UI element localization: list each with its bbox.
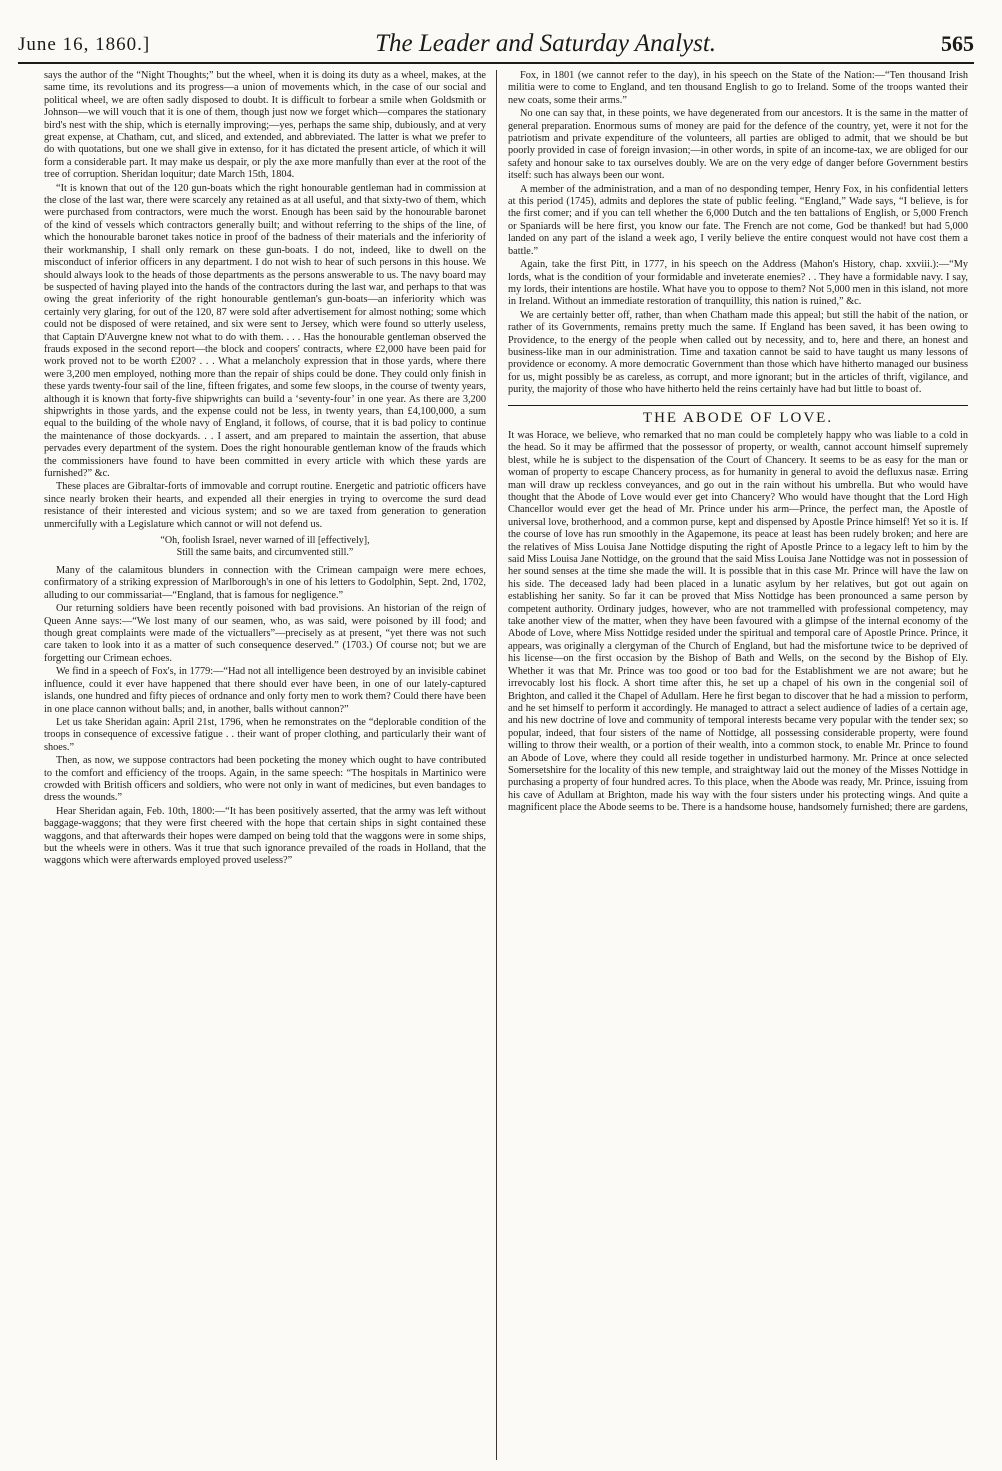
column-divider xyxy=(496,70,497,1460)
paragraph: says the author of the “Night Thoughts;” but the wheel, when it is doing its duty as a wheel, makes, at the same time, its revolutions and its progress—a union of movements which, in the case of our social and political wheel, we are often sadly disposed to doubt. It is difficult to forbear a smile when Goldsmith or Johnson—we will vouch that it is one of them, though just now we forget which—compares the stationary bird's nest with the ship, which is eternally improving;—yes, perhaps the same ship, dubiously, and at very great expense, at Chatham, cut, and sliced, and extended, and abbreviated. The latter is what we prefer to do with quotations, but one we shall give in extenso, for it has dictated the present article, of which it will form a considerable part. It may make us despair, or ply the axe more manfully than ever at the root of the tree of corruption. Sheridan loquitur; date March 15th, 1804. xyxy=(44,70,486,181)
paragraph: Then, as now, we suppose contractors had been pocketing the money which ought to have contributed to the comfort and efficiency of the troops. Again, in the same speech: “The hospitals in Martinico were crowded with British officers and soldiers, who were not only in want of medicines, but even bandages to dress the wounds.” xyxy=(44,755,486,804)
paragraph: Our returning soldiers have been recently poisoned with bad provisions. An historian of the reign of Queen Anne says:—“We lost many of our seamen, who, as was said, were poisoned by ill food; and though great complaints were made of the victuallers”—precisely as at present, “yet there was not such care taken to look into it as a matter of such consequence deserved.” (1703.) Of course not; but we are forgetting our Crimean echoes. xyxy=(44,603,486,664)
paragraph: Hear Sheridan again, Feb. 10th, 1800:—“It has been positively asserted, that the army was left without baggage-waggons; that they were first cheered with the hope that certain ships in sight contained these waggons, and that afterwards their hopes were damped on being told that the waggons were in some ships, but the wheels were in others. Was it true that such ignorance prevailed of the roads in Holland, that the waggons which were afterwards employed proved useless?” xyxy=(44,805,486,867)
paragraph: We find in a speech of Fox's, in 1779:—“Had not all intelligence been destroyed by an invisible cabinet influence, could it ever have happened that there should ever have been, in one of our lately-captured islands, one hundred and fifty pieces of ordnance and only forty men to work them? Could there have been in one place cannon without balls; and, in another, balls without cannon?” xyxy=(44,666,486,715)
paragraph: No one can say that, in these points, we have degenerated from our ancestors. It is the same in the matter of general preparation. Enormous sums of money are paid for the defence of the country, yet, were it not for the patriotism and private expenditure of the volunteers, all parties are obliged to admit, that we should be but poorly provided in case of foreign invasion;—in other words, in spite of an income-tax, we are obliged for our safety and honour sake to tax ourselves doubly. We are on the very edge of danger before Government bestirs itself: such has always been our wont. xyxy=(508,108,968,182)
paragraph: These places are Gibraltar-forts of immovable and corrupt routine. Energetic and patriotic officers have since nearly broken their hearts, and expended all their energies in trying to overcome the surd dead resistance of their interested and vicious system; and so we are taxed from generation to generation unmercifully with a Legislature which cannot or will not defend us. xyxy=(44,481,486,530)
section-title: THE ABODE OF LOVE. xyxy=(642,409,834,426)
verse-line: Still the same baits, and circumvented still.” xyxy=(176,547,354,559)
page-number: 565 xyxy=(941,31,974,56)
section-rule xyxy=(508,405,968,406)
paragraph: “It is known that out of the 120 gun-boats which the right honourable gentleman had in commission at the close of the last war, there were scarcely any retained as at all useful, and that sixty-two of them, which were purchased from contractors, were much the worst. Enough has been said by the honourable baronet of the kind of vessels which contractors generally built; and without referring to the ships of the line, of which the honourable baronet takes notice in proof of the badness of their materials and the inferiority of their workmanship, I shall only remark on these gun-boats. I do not, indeed, like to dwell on the misconduct of inferior officers in any department. I do not wish to hear of such persons in this house. We should always look to the heads of those departments as the persons answerable to us. The navy board may be suspected of having played into the hands of the contractors during the last war, and perhaps to that was owing the great inferiority of the right honourable gentleman's gun-boats—an inferiority which was certainly very glaring, for out of the 120, 87 were sold after advertisement for almost nothing; some which could not be disposed of were retained, and six were sent to Jersey, which were found so utterly useless, that Captain D'Auvergne knew not what to do with them. . . . Has the honourable gentleman observed the frauds exposed in the second report—the block and coopers' contracts, where £2,000 have been paid for work proved not to be worth £200? . . . What a melancholy expression that in those yards, where there were 3,200 men employed, nothing more than the repair of ships could be done. They could only finish in these yards twenty-four sail of the line, fifteen frigates, and some few sloops, in the course of twenty years, although it is known that forty-five shipwrights can build a ‘seventy-four’ in one year. As there are 3,200 shipwrights in those yards, and the expense could not be less, in twenty years, than £4,100,000, a sum equal to the building of the whole navy of England, it follows, of course, that it is bad policy to continue the maintenance of those dockyards. . . I assert, and am prepared to maintain the assertion, that abuse pervades every department of the system. Does the right honourable gentleman know of the frauds which the commissioners have found to have been committed in every article with which these yards are furnished?” &c. xyxy=(44,182,486,479)
paragraph: Let us take Sheridan again: April 21st, 1796, when he remonstrates on the “deplorable condition of the troops in consequence of excessive fatigue . . their want of proper clothing, and particularly their want of shoes.” xyxy=(44,716,486,753)
verse-quotation xyxy=(44,535,486,559)
paragraph: It was Horace, we believe, who remarked that no man could be completely happy who was liable to a cold in the head. So it may be affirmed that the possessor of property, or wealth, cannot account himself supremely blest, while he is subject to the dispensation of the Court of Chancery. It seems to be as easy for the man or woman of property to escape Chancery process, as for humanity in general to avoid the defluxus nasæ. Erring man will draw up reckless conveyances, and go out in the rain without his umbrella. But who would have thought that the Abode of Love would ever get into Chancery? Who would have thought that the Lord High Chancellor would ever get the head of Mr. Prince under his arm—Prince, the perfect man, the Apostle of universal love, brotherhood, and a common purse, kept and dispensed by Apostle Prince himself! Yet so it is. If the course of love has run smoothly in the Agapemone, its peace at least has been rudely broken; and here are the relatives of Miss Louisa Jane Nottidge disputing the right of Apostle Prince to a legacy left to him by the said Miss Louisa Jane Nottidge, on the ground that the said Miss Louisa Jane Nottidge was not in possession of her sound senses at the time she made the will. It is possible that in this case Mr. Prince will have the law on his side. The deceased lady had been placed in a lunatic asylum by her relatives, but got out again on establishing her sanity. So far it can be proved that Miss Nottidge has been pronounced a same person by competent authority. Ordinary judges, however, who are not trammelled with professional competency, may take another view of the matter, when they have been favoured with a glimpse of the internal economy of the Abode of Love, where Miss Nottidge resided under the spiritual and temporal care of Apostle Prince. Prince, it appears, was originally a clergyman of the Church of England, but had the misfortune twice to be deprived of his license—on the first occasion by the Bishop of Bath and Wells, on the second by the Bishop of Ely. Whether it was that Mr. Prince was too good or too bad for the Establishment we are not aware; but he irrevocably lost his flock. A short time after this, he set up a chapel of his own in the congenial soil of Brighton, and called it the Chapel of Adullam. Here he first began to discover that he had a mission to perform, and he set himself to perform it accordingly. He managed to attract a select audience of ladies of a certain age, and his new doctrine of love and community of temporal interests became very popular with the tender sex; so popular, indeed, that four sisters of the name of Nottidge, all possessing considerable property, were found willing to throw their wealth, or a portion of their wealth, into a common stock, to enable Mr. Prince to found an Abode of Love, where they could all reside together in undisturbed harmony. Mr. Prince at once selected Somersetshire for the locality of this new temple, and straightway laid out the money of the Misses Nottidge in purchasing a property of four hundred acres. To this place, when the Abode was ready, Mr. Prince, issuing from his cave of Adullam at Brighton, made his way with the four sisters under his protecting wings. And quite a magnificent place the Abode seems to be. There is a handsome house, handsomely furnished; there are gardens, xyxy=(508,429,968,814)
paragraph: Again, take the first Pitt, in 1777, in his speech on the Address (Mahon's History, chap. xxviii.):—“My lords, what is the condition of your formidable and inveterate enemies? . . They have a formidable navy. I say, my lords, their intentions are hostile. What have you to oppose to them? Not 5,000 men in this island, not more in Ireland. Without an immediate restoration of tranquillity, this nation is ruined,” &c. xyxy=(508,259,968,308)
paragraph: Many of the calamitous blunders in connection with the Crimean campaign were mere echoes, confirmatory of a striking expression of Marlborough's in one of his letters to Godolphin, Sept. 2nd, 1702, alluding to our commissariat—“England, that is famous for negligence.” xyxy=(44,565,486,601)
paragraph: A member of the administration, and a man of no desponding temper, Henry Fox, in his confidential letters at this period (1745), admits and deplores the state of public feeling. “England,” Wade says, “I believe, is for the first comer; and if you can tell whether the 6,000 Dutch and the ten battalions of English, or 5,000 French or Spaniards will be here first, you know our fate. The French are not come, God be thanked! but had 5,000 landed on any part of the island a week ago, I verily believe the entire conquest would not have cost them a battle.” xyxy=(508,183,968,257)
masthead xyxy=(18,22,974,64)
paragraph: We are certainly better off, rather, than when Chatham made this appeal; but still the habit of the nation, or rather of its Governments, remains pretty much the same. If England has been saved, it has been owing to Providence, to the energy of the people when called out by necessity, and to, here and there, an honest and business-like man in our administration. Time and taxation cannot be said to have taught us many lessons of providence or economy. A more democratic Government than those which have hitherto managed our business for us, might possibly be as careless, as corrupt, and more ignorant; but in the articles of thrift, vigilance, and purity, the majority of those who have hitherto held the reins certainly have had but little to boast of. xyxy=(508,309,968,396)
publication-title: The Leader and Saturday Analyst. xyxy=(375,30,717,57)
right-column xyxy=(508,70,968,1455)
issue-date: June 16, 1860.] xyxy=(18,34,151,55)
verse-line: “Oh, foolish Israel, never warned of ill [effectively], xyxy=(160,535,370,547)
left-column xyxy=(44,70,486,1455)
paragraph: Fox, in 1801 (we cannot refer to the day), in his speech on the State of the Nation:—“Ten thousand Irish militia were to come to England, and ten thousand English to go to Ireland. Some of the troops wanted their new coats, some their arms.” xyxy=(508,70,968,106)
